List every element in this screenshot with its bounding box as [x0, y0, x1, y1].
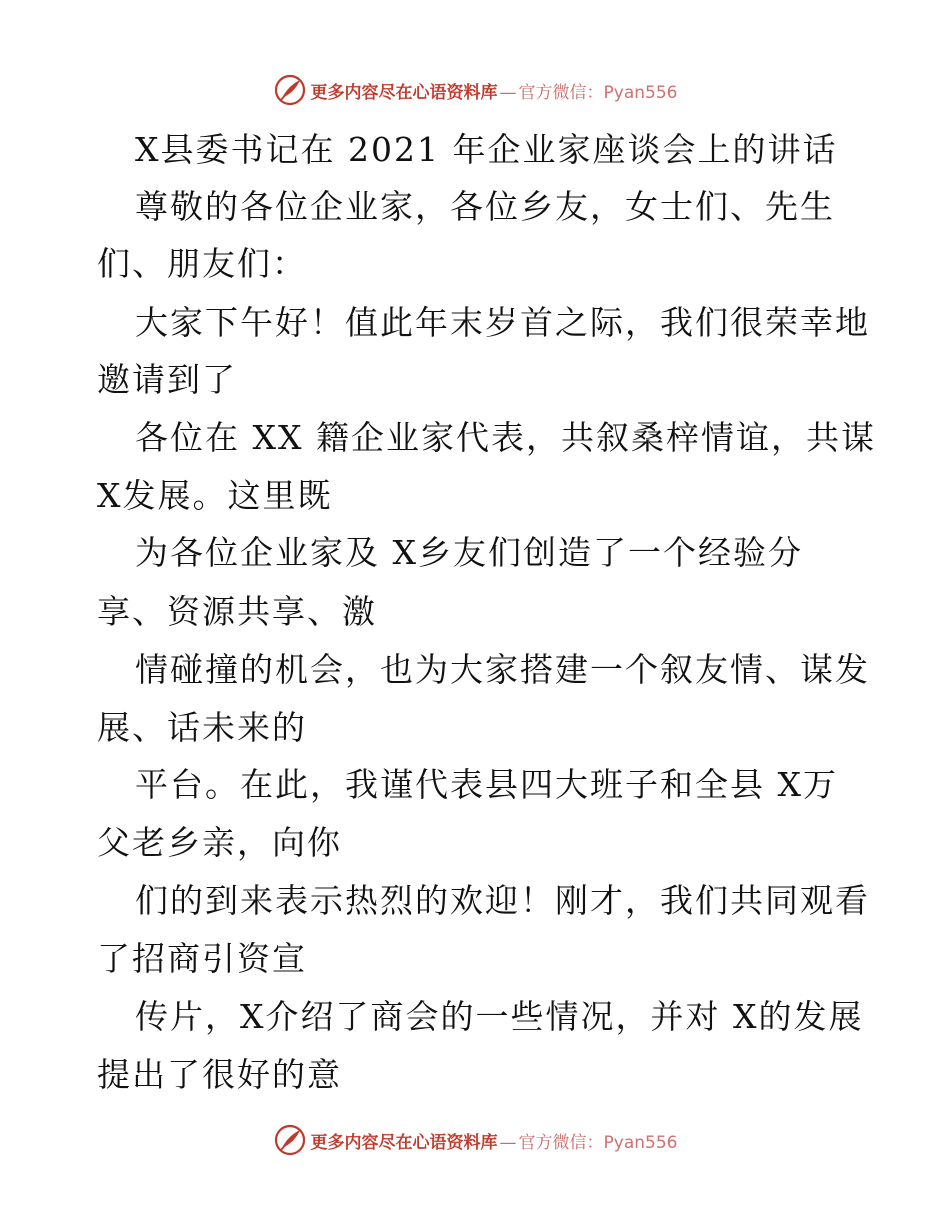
- text-line: 们、朋友们：: [97, 244, 307, 283]
- watermark-text: [311, 1128, 678, 1153]
- document-title: X县委书记在 2021 年企业家座谈会上的讲话: [135, 130, 838, 169]
- watermark-brand: 更多内容尽在心语资料库: [310, 82, 498, 103]
- text-line: 情碰撞的机会，也为大家搭建一个叙友情、谋发: [135, 650, 870, 689]
- text-line: 展、话未来的: [97, 708, 307, 747]
- text-line: 享、资源共享、激: [97, 592, 377, 631]
- feather-pen-icon: [273, 73, 307, 107]
- watermark-dash: —: [499, 1132, 517, 1153]
- text-line: 父老乡亲，向你: [97, 823, 342, 862]
- footer-watermark: [0, 1120, 950, 1160]
- header-watermark: [0, 70, 950, 110]
- text-line: 各位在 XX 籍企业家代表，共叙桑梓情谊，共谋: [135, 418, 876, 457]
- watermark-wechat-id: Pyan556: [603, 82, 678, 103]
- text-line: 邀请到了: [97, 360, 237, 399]
- text-line: X发展。这里既: [97, 476, 333, 515]
- watermark-official-label: 官方微信：: [518, 1132, 604, 1153]
- watermark-brand: 更多内容尽在心语资料库: [310, 1132, 498, 1153]
- text-line: 尊敬的各位企业家，各位乡友，女士们、先生: [135, 187, 835, 226]
- text-line: 平台。在此，我谨代表县四大班子和全县 X万: [135, 765, 838, 804]
- feather-pen-icon: [273, 1123, 307, 1157]
- watermark-dash: —: [499, 82, 517, 103]
- text-line: 为各位企业家及 X乡友们创造了一个经验分: [135, 533, 803, 572]
- text-line: 们的到来表示热烈的欢迎！刚才，我们共同观看: [135, 881, 870, 920]
- text-line: 传片，X介绍了商会的一些情况，并对 X的发展: [135, 997, 864, 1036]
- text-line: 了招商引资宣: [97, 939, 307, 978]
- text-line: 提出了很好的意: [97, 1055, 342, 1094]
- watermark-official-label: 官方微信：: [518, 82, 604, 103]
- text-line: 大家下午好！值此年末岁首之际，我们很荣幸地: [135, 303, 870, 342]
- watermark-text: [311, 78, 678, 103]
- watermark-wechat-id: Pyan556: [603, 1132, 678, 1153]
